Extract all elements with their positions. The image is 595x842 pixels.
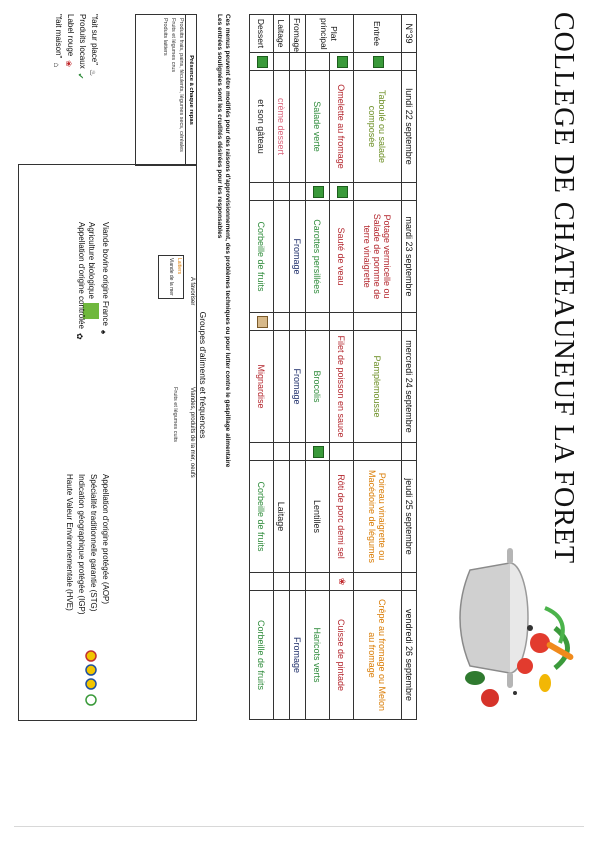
legend-item: Appellation d'origine protégée (AOP) [101,474,110,605]
day-header: mardi 23 septembre [402,201,417,313]
menu-cell: Omelette au fromage [330,71,354,183]
menu-row-plat [330,15,354,720]
homemade-badge-icon [337,186,348,198]
legend-left [52,14,100,83]
menu-cell: Brocolis [306,331,330,443]
day-header: lundi 22 septembre [402,71,417,183]
legend-item: Haute Valeur Environnementale (HVE) [65,474,74,611]
presence-line: Fruits et légumes crus [170,18,176,73]
hve-logo-icon [86,695,96,705]
weekly-menu-table [249,14,417,720]
menu-cell: Fromage [290,591,306,720]
mini-line: Viande de la mer [168,258,174,296]
homemade-badge-icon [373,56,384,68]
presence-box [135,14,197,166]
menu-row-entree [354,15,402,720]
legend-item: Produits locaux [78,14,87,69]
homemade-badge-icon [313,186,324,198]
menu-cell: Cuisse de pintade [330,591,354,720]
day-header: jeudi 25 septembre [402,461,417,573]
legend-item: "fait sur place" [90,14,99,66]
menu-cell: crème dessert [274,71,290,183]
menu-row-laitage [274,15,290,720]
menu-row-fromage [290,15,306,720]
menu-cell: Potage vermicelle ou Salade de pomme de terre vinaigrette [354,201,402,313]
legend-item: Agriculture biologique [86,222,96,299]
cooking-pot-illustration [445,548,585,718]
label-rouge-icon: ❀ [64,60,74,67]
menu-cell: Corbeille de fruits [250,591,274,720]
menu-cell: Lentilles [306,461,330,573]
menu-header-row [402,15,417,720]
cooked-veg-label: Fruits et légumes cuits [172,387,178,443]
menu-cell: Mignardise [250,331,274,443]
menu-cell: Rôti de porc demi sel [330,461,354,573]
menu-cell [274,201,290,313]
menu-cell: Fromage [290,201,306,313]
presence-line: Produits laitiers [162,18,168,56]
day-header: mercredi 24 septembre [402,331,417,443]
menu-cell: Salade verte [306,71,330,183]
aop-logo-icon [86,651,96,661]
menu-cell: Haricots verts [306,591,330,720]
legend-item: "fait maison" [54,14,63,59]
presence-header: Présence à chaque repas [185,15,196,165]
menu-cell: Pamplemousse [354,331,402,443]
aoc-seal-icon: ✿ [75,332,85,340]
menu-cell: Corbeille de fruits [250,461,274,573]
chef-hat-icon: ♨ [88,69,98,77]
menu-row-dessert [250,15,274,720]
week-number: N°39 [402,15,417,53]
menu-cell: Carottes persillées [306,201,330,313]
stg-logo-icon [86,665,96,675]
legend-right [63,474,111,615]
row-label: Dessert [250,15,274,53]
menu-cell [274,591,290,720]
note-line: Les entrées soulignées sont les crudités désirées pour les responsables [216,14,223,239]
mini-line: Laitiers [176,258,182,275]
mini-legend-box [158,255,184,299]
menu-cell: Crêpe au fromage ou Melon au fromage [354,591,402,720]
house-icon: ⌂ [52,62,62,68]
legend-middle [75,222,111,343]
homemade-badge-icon [313,446,324,458]
quality-labels-logos [85,650,97,720]
menu-cell [290,461,306,573]
row-label: Plat principal [306,15,354,53]
favor-label: A favoriser [189,277,195,306]
proteins-label: Viandes, produits de la mer, oeufs [189,387,195,478]
leaf-icon: ✔ [76,72,86,80]
menu-cell: Fromage [290,331,306,443]
igp-logo-icon [86,679,96,689]
row-label: Entrée [354,15,402,53]
menu-notes [215,14,231,714]
menu-cell: et son gâteau [250,71,274,183]
menu-cell: Laitage [274,461,290,573]
legend-item: Viande bovine origine France [101,222,110,326]
menu-cell: Corbeille de fruits [250,201,274,313]
presence-line: Produits frais, pains, féculents, légumes secs, céréales [178,18,184,152]
france-beef-icon: ♠ [99,329,109,335]
menu-cell: Filet de poisson en sauce [330,331,354,443]
homemade-badge-icon [337,56,348,68]
menu-cell: Sauté de veau [330,201,354,313]
menu-row-accompagnement [306,15,330,720]
legend-item: Appellation d'origine contrôlée [77,222,86,329]
school-title: COLLEGE DE CHATEAUNEUF LA FORET [548,12,579,565]
legend-item: Indication géographique protégée (IGP) [77,474,86,615]
note-line: Ces menus peuvent être modifiés pour des raisons d'approvisionnement, des problèmes techniques ou pour lutter contre le gaspillage alimentaire [224,14,231,468]
row-label: Fromage [290,15,306,53]
legend-item: Label rouge [66,14,75,57]
menu-cell: Poireau vinaigrette ou Macédoine de légumes [354,461,402,573]
label-rouge-icon: ❀ [337,577,347,586]
menu-cell: Taboulé ou salade composée [354,71,402,183]
menu-cell [274,331,290,443]
groups-title: Groupes d'aliments et fréquences [198,311,208,439]
scan-edge-line [14,826,584,827]
day-header: vendredi 26 septembre [402,591,417,720]
local-product-icon [257,316,268,328]
row-label: Laitage [274,15,290,53]
homemade-badge-icon [257,56,268,68]
legend-item: Spécialité traditionnelle garantie (STG) [89,474,98,612]
menu-cell [290,71,306,183]
